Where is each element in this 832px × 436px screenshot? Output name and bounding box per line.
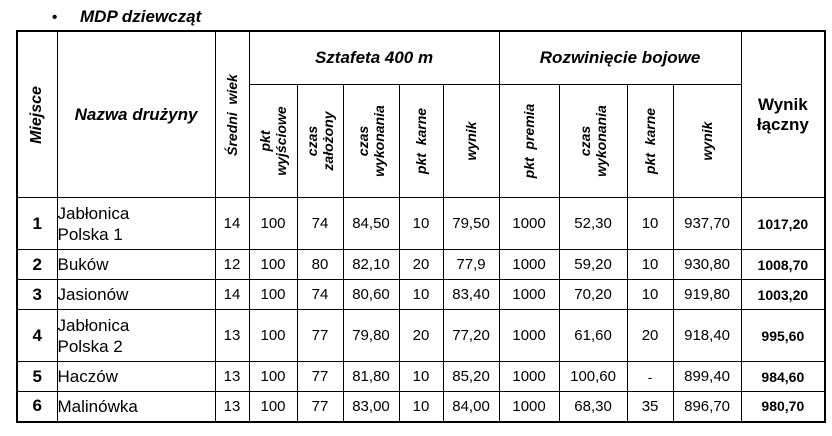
section-heading: [52, 6, 201, 28]
cell-age: 13: [215, 310, 249, 362]
place-cell: 1: [17, 198, 57, 250]
cell-r-start: 100: [249, 280, 297, 310]
cell-age: 12: [215, 250, 249, 280]
cell-c-res: 937,70: [673, 198, 741, 250]
cell-age: 13: [215, 362, 249, 392]
team-name-cell: Haczów: [57, 362, 215, 392]
header-relay-col: pkt wyjściowe: [249, 85, 297, 198]
header-relay-col: wynik: [443, 85, 499, 198]
cell-c-bonus: 1000: [499, 250, 559, 280]
place-cell: 5: [17, 362, 57, 392]
cell-c-time: 61,60: [559, 310, 627, 362]
cell-r-time: 84,50: [343, 198, 399, 250]
cell-r-res: 84,00: [443, 392, 499, 422]
heading-title: MDP dziewcząt: [80, 7, 202, 26]
cell-r-res: 85,20: [443, 362, 499, 392]
cell-r-start: 100: [249, 250, 297, 280]
place-cell: 4: [17, 310, 57, 362]
cell-r-pen: 10: [399, 280, 443, 310]
header-combat-col: czas wykonania: [559, 85, 627, 198]
table-row: [17, 250, 825, 280]
place-cell: 2: [17, 250, 57, 280]
header-place: Miejsce: [17, 31, 57, 198]
cell-age: 13: [215, 392, 249, 422]
cell-r-set: 77: [297, 362, 343, 392]
cell-c-bonus: 1000: [499, 310, 559, 362]
header-total: Wynik łączny: [741, 31, 825, 198]
team-name-cell: Malinówka: [57, 392, 215, 422]
header-relay-col: pkt karne: [399, 85, 443, 198]
cell-c-res: 918,40: [673, 310, 741, 362]
cell-c-bonus: 1000: [499, 198, 559, 250]
header-relay-group: Sztafeta 400 m: [249, 31, 499, 85]
cell-c-time: 100,60: [559, 362, 627, 392]
cell-r-set: 77: [297, 310, 343, 362]
cell-c-time: 70,20: [559, 280, 627, 310]
cell-c-time: 52,30: [559, 198, 627, 250]
cell-r-res: 77,9: [443, 250, 499, 280]
place-cell: 6: [17, 392, 57, 422]
cell-r-pen: 10: [399, 198, 443, 250]
results-table: [16, 30, 826, 423]
cell-c-pen: 10: [627, 198, 673, 250]
header-combat-group: Rozwinięcie bojowe: [499, 31, 741, 85]
cell-r-set: 77: [297, 392, 343, 422]
cell-c-bonus: 1000: [499, 362, 559, 392]
header-combat-col: pkt premia: [499, 85, 559, 198]
cell-r-pen: 20: [399, 310, 443, 362]
total-cell: 1017,20: [741, 198, 825, 250]
place-cell: 3: [17, 280, 57, 310]
team-name-cell: Jasionów: [57, 280, 215, 310]
cell-r-start: 100: [249, 362, 297, 392]
cell-r-res: 77,20: [443, 310, 499, 362]
cell-c-pen: 10: [627, 250, 673, 280]
cell-r-start: 100: [249, 310, 297, 362]
cell-r-time: 79,80: [343, 310, 399, 362]
cell-c-time: 68,30: [559, 392, 627, 422]
cell-c-time: 59,20: [559, 250, 627, 280]
cell-c-pen: 10: [627, 280, 673, 310]
cell-r-time: 80,60: [343, 280, 399, 310]
header-avg-age: Średni wiek: [215, 31, 249, 198]
table-row: [17, 362, 825, 392]
table-row: [17, 310, 825, 362]
cell-r-set: 74: [297, 280, 343, 310]
cell-c-bonus: 1000: [499, 280, 559, 310]
header-team: Nazwa drużyny: [57, 31, 215, 198]
cell-age: 14: [215, 198, 249, 250]
table-row: [17, 392, 825, 422]
cell-age: 14: [215, 280, 249, 310]
total-cell: 995,60: [741, 310, 825, 362]
cell-r-pen: 20: [399, 250, 443, 280]
header-combat-col: wynik: [673, 85, 741, 198]
total-cell: 984,60: [741, 362, 825, 392]
cell-c-pen: 35: [627, 392, 673, 422]
cell-c-res: 919,80: [673, 280, 741, 310]
header-combat-col: pkt karne: [627, 85, 673, 198]
team-name-cell: Jabłonica Polska 2: [57, 310, 215, 362]
cell-r-set: 80: [297, 250, 343, 280]
cell-r-set: 74: [297, 198, 343, 250]
cell-c-res: 896,70: [673, 392, 741, 422]
header-relay-col: czas wykonania: [343, 85, 399, 198]
total-cell: 1003,20: [741, 280, 825, 310]
cell-r-pen: 10: [399, 362, 443, 392]
cell-c-pen: -: [627, 362, 673, 392]
bullet-icon: •: [52, 9, 58, 26]
cell-c-res: 930,80: [673, 250, 741, 280]
total-cell: 1008,70: [741, 250, 825, 280]
cell-r-res: 83,40: [443, 280, 499, 310]
cell-r-res: 79,50: [443, 198, 499, 250]
cell-c-res: 899,40: [673, 362, 741, 392]
cell-r-time: 83,00: [343, 392, 399, 422]
cell-r-time: 82,10: [343, 250, 399, 280]
table-row: [17, 198, 825, 250]
cell-c-pen: 20: [627, 310, 673, 362]
table-row: [17, 280, 825, 310]
cell-c-bonus: 1000: [499, 392, 559, 422]
header-relay-col: czas założony: [297, 85, 343, 198]
cell-r-start: 100: [249, 392, 297, 422]
team-name-cell: Jabłonica Polska 1: [57, 198, 215, 250]
total-cell: 980,70: [741, 392, 825, 422]
cell-r-pen: 10: [399, 392, 443, 422]
cell-r-start: 100: [249, 198, 297, 250]
team-name-cell: Buków: [57, 250, 215, 280]
cell-r-time: 81,80: [343, 362, 399, 392]
